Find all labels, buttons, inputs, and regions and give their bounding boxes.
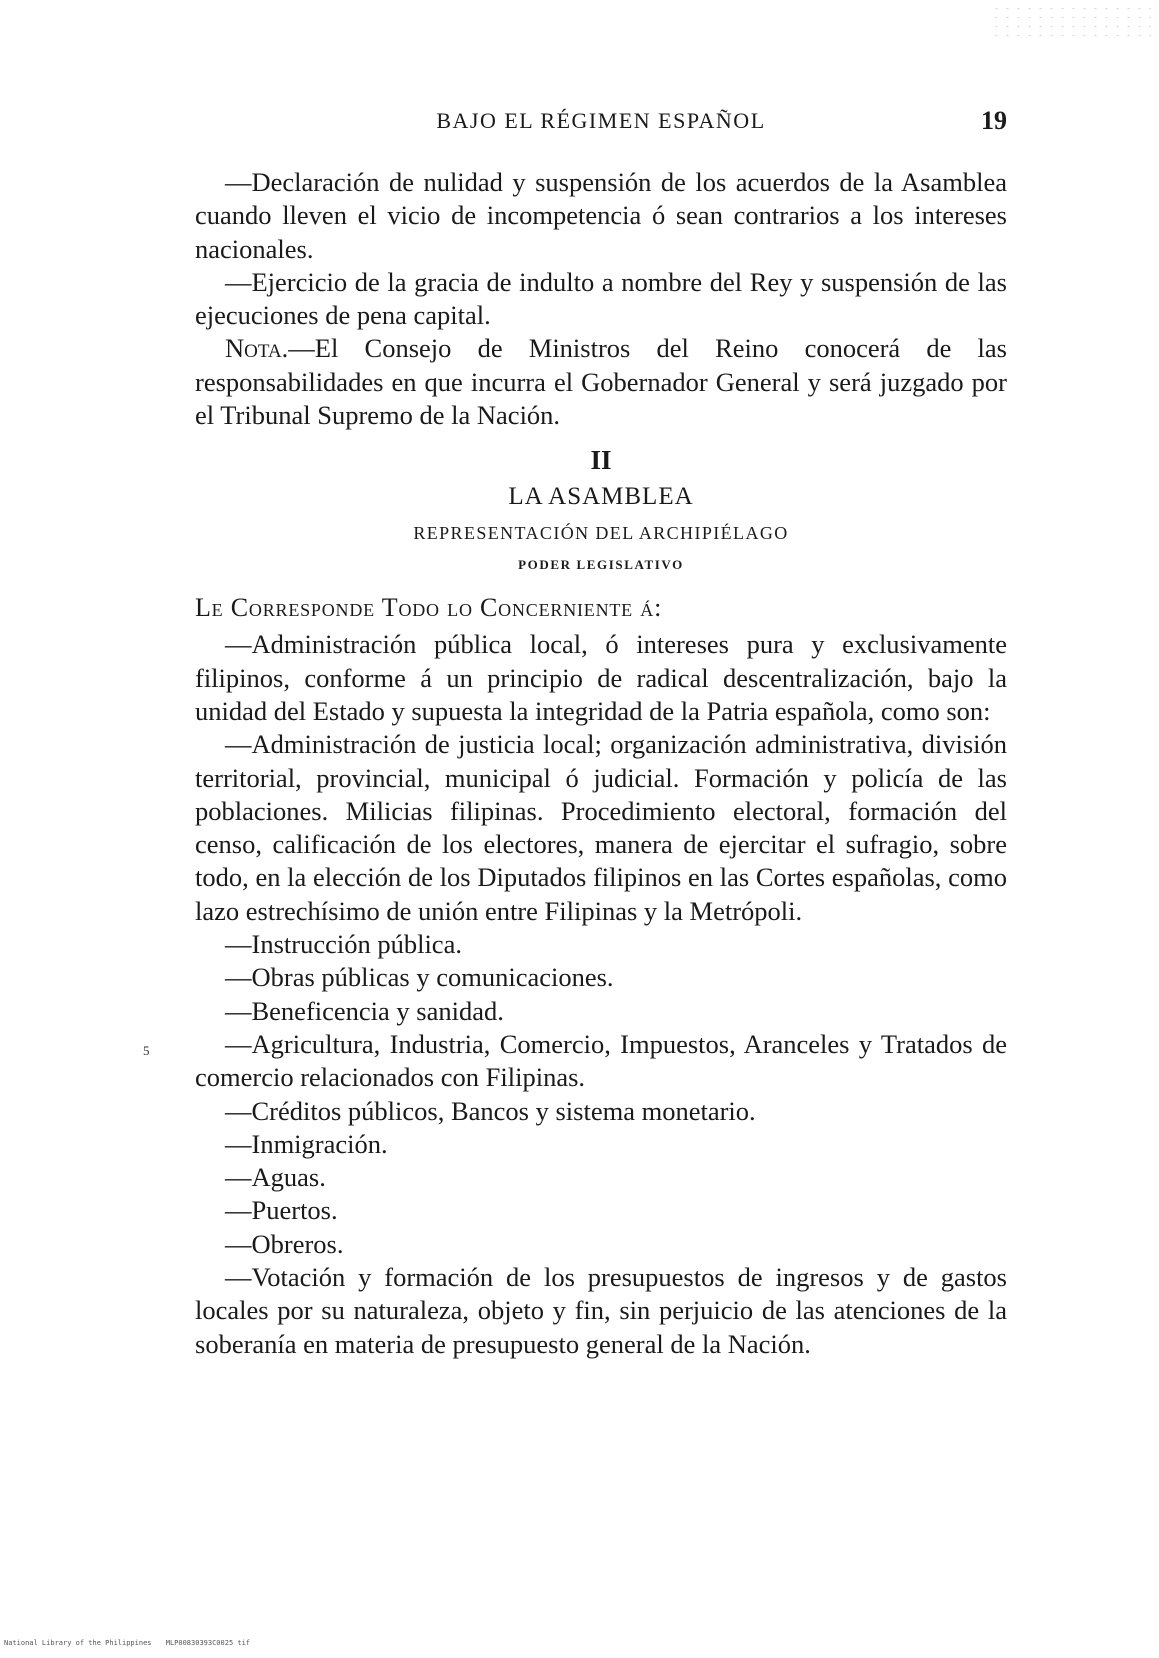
list-item: —Votación y formación de los presupuestos de ingresos y de gastos locales por su naturaleza, objeto y fin, sin perjuicio de las atenciones de la soberanía en materia de presupuesto general de la Nación. [195, 1262, 1007, 1359]
section-number: II [590, 445, 612, 476]
list-item: —Instrucción pública. [225, 929, 462, 960]
section-subsubtitle: PODER LEGISLATIVO [518, 557, 684, 573]
paragraph: —Declaración de nulidad y suspensión de los acuerdos de la Asamblea cuando lleven el vicio de incompetencia ó sean contrarios a los intereses nacionales. [195, 167, 1007, 264]
list-item: —Obreros. [225, 1228, 344, 1259]
section-subtitle: REPRESENTACIÓN DEL ARCHIPIÉLAGO [413, 523, 789, 544]
paragraph: —Ejercicio de la gracia de indulto a nombre del Rey y suspensión de las ejecuciones de pena capital. [195, 266, 1007, 331]
section-lead: Le Corresponde Todo lo Concerniente á: [195, 593, 663, 623]
paragraph: —Administración de justicia local; organización administrativa, división territorial, provincial, municipal ó judicial. Formación y policía de las poblaciones. Milicias filipinas. Procedimiento electoral, formación del censo, calificación de los electores, manera de ejercitar el sufragio, sobre todo, en la elección de los Diputados filipinos en las Cortes españolas, como lazo estrechísimo de unión entre Filipinas y la Metrópoli. [195, 729, 1007, 926]
running-head [195, 108, 1007, 148]
nota-label: Nota. [225, 333, 289, 364]
list-item: —Agricultura, Industria, Comercio, Impuestos, Aranceles y Tratados de comercio relacionados con Filipinas. [195, 1028, 1007, 1093]
scan-speckle [991, 4, 1151, 40]
body-text [195, 166, 1007, 1361]
page-number: 19 [981, 106, 1007, 135]
list-item: —Créditos públicos, Bancos y sistema monetario. [225, 1095, 756, 1126]
nota-paragraph [195, 332, 1007, 432]
list-item: —Beneficencia y sanidad. [225, 995, 504, 1026]
section-title: LA ASAMBLEA [508, 483, 694, 511]
footer-library: National Library of the Philippines [4, 1639, 152, 1647]
list-item: —Aguas. [225, 1162, 326, 1193]
list-item: —Puertos. [225, 1195, 338, 1226]
scan-footer [4, 1639, 260, 1647]
paragraph: —Administración pública local, ó intereses pura y exclusivamente filipinos, conforme á un principio de radical descentralización, bajo la unidad del Estado y supuesta la integridad de la Patria española, como son: [195, 629, 1007, 726]
list-item: —Inmigración. [225, 1128, 388, 1159]
footer-code: MLP00830393C0025 tif [165, 1639, 251, 1647]
running-head-title: BAJO EL RÉGIMEN ESPAÑOL [436, 108, 766, 133]
margin-mark: 5 [143, 1043, 150, 1058]
nota-text: —El Consejo de Ministros del Reino conocerá de las responsabilidades en que incurra el Gobernador General y será juzgado por el Tribunal Supremo de la Nación. [195, 333, 1007, 431]
list-item: —Obras públicas y comunicaciones. [225, 962, 614, 993]
